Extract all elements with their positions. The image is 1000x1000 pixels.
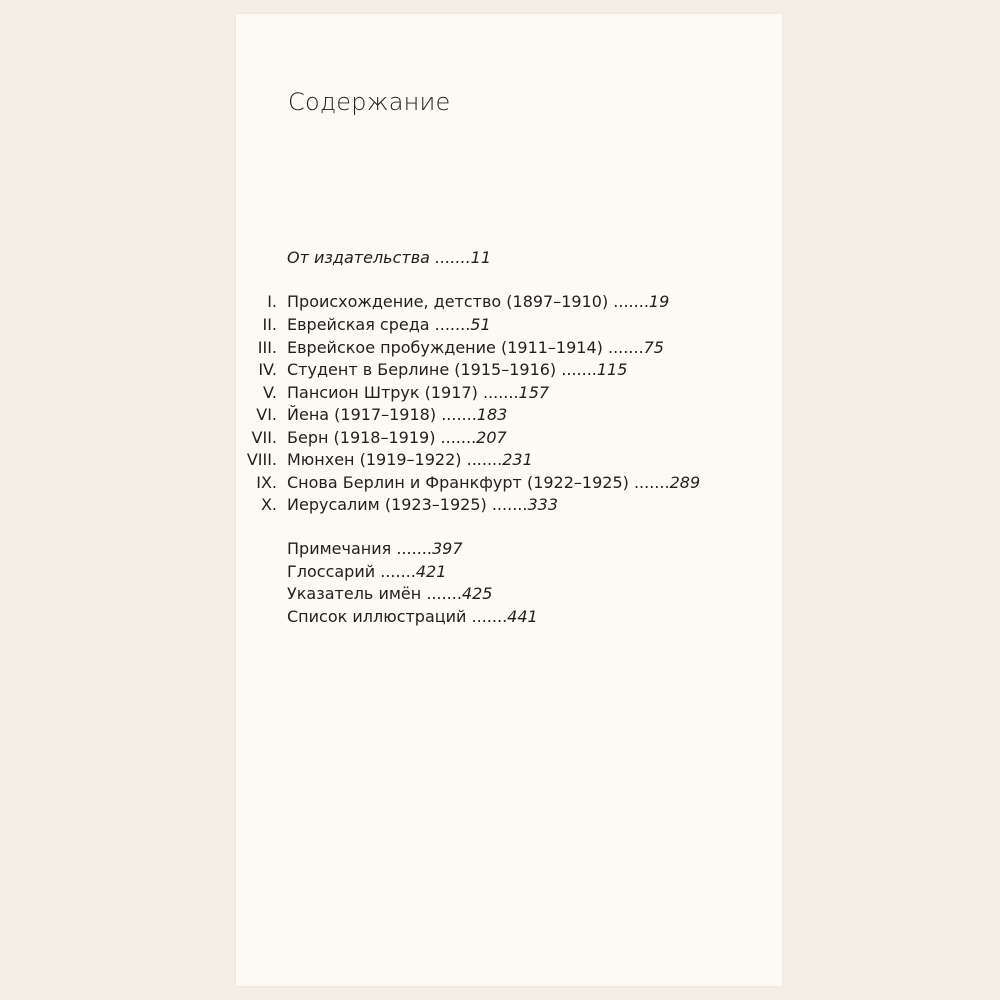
toc-entry-number: I. — [267, 292, 277, 311]
toc-entry-page: 51 — [470, 315, 491, 334]
toc-entry-number: II. — [262, 315, 277, 334]
toc-entry-title: Еврейская среда — [287, 315, 430, 334]
toc-entry-title: От издательства — [287, 248, 430, 267]
toc-entry-dots: ....... — [441, 405, 477, 424]
toc-entry-dots: ....... — [482, 383, 519, 402]
toc-entry-number: IX. — [256, 473, 277, 492]
toc-entry-page: 157 — [518, 383, 550, 402]
toc-entry-number: VII. — [251, 428, 277, 447]
toc-entry-dots: ....... — [426, 584, 462, 603]
toc-entry-page: 115 — [596, 360, 628, 379]
toc-entry-number: X. — [260, 495, 277, 514]
toc-entry-page: 231 — [502, 450, 533, 469]
toc-entry-dots: ....... — [396, 539, 432, 558]
toc-entry-number: VI. — [256, 405, 277, 424]
page-title: Содержание — [288, 88, 451, 116]
toc-entry-dots: ....... — [466, 450, 503, 469]
toc-entry-page: 183 — [476, 405, 508, 424]
toc-entry-dots: ....... — [613, 292, 649, 311]
toc-entry-number: V. — [263, 383, 277, 402]
toc-entry-page: 207 — [476, 428, 507, 447]
toc-entry-dots: ....... — [561, 360, 597, 379]
toc-entry-title: Глоссарий — [287, 562, 376, 581]
toc-entry-page: 289 — [669, 473, 701, 492]
toc-entry-title: Мюнхен (1919–1922) — [287, 450, 462, 469]
toc-entry-page: 425 — [461, 584, 493, 603]
toc-entry-title: Снова Берлин и Франкфурт (1922–1925) — [287, 473, 629, 492]
toc-entry-title: Список иллюстраций — [287, 607, 467, 626]
toc-entry-dots: ....... — [491, 495, 528, 514]
toc-entry-title: Происхождение, детство (1897–1910) — [287, 292, 609, 311]
toc-entry-page: 75 — [643, 338, 664, 357]
toc-entry-title: Йена (1917–1918) — [287, 405, 437, 424]
toc-entry-dots: ....... — [440, 428, 477, 447]
toc-entry-page: 11 — [470, 248, 492, 267]
toc-entry-page: 421 — [415, 562, 447, 581]
toc-entry-title: Иерусалим (1923–1925) — [287, 495, 487, 514]
toc-entry-title: Студент в Берлине (1915–1916) — [287, 360, 557, 379]
toc-entry-number: IV. — [258, 360, 277, 379]
toc-entry-page: 19 — [648, 292, 670, 311]
toc-entry-dots: ....... — [607, 338, 644, 357]
toc-entry-number: III. — [257, 338, 277, 357]
toc-entry-page: 333 — [527, 495, 558, 514]
toc-entry-page: 441 — [507, 607, 538, 626]
toc-entry-dots: ....... — [434, 315, 471, 334]
toc-entry-title: Примечания — [287, 539, 392, 558]
toc-entry-dots: ....... — [435, 248, 471, 267]
toc-entry-dots: ....... — [471, 607, 508, 626]
toc-entry-title: Указатель имён — [287, 584, 422, 603]
toc-entry-page: 397 — [431, 539, 463, 558]
toc-entry-dots: ....... — [380, 562, 416, 581]
toc-entry-title: Еврейское пробуждение (1911–1914) — [287, 338, 603, 357]
toc-entry-dots: ....... — [633, 473, 670, 492]
toc-entry-title: Пансион Штрук (1917) — [287, 383, 478, 402]
toc-entry-number: VIII. — [246, 450, 277, 469]
toc-entry-title: Берн (1918–1919) — [287, 428, 436, 447]
